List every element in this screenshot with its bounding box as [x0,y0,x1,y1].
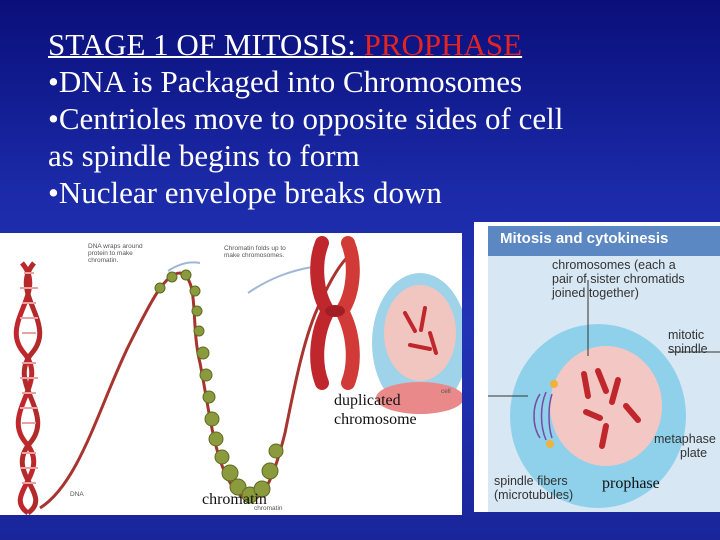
dna-helix-icon [16,263,39,513]
metaphase-plate-label: metaphase plate [654,432,716,460]
prophase-label: prophase [602,475,660,492]
mitotic-spindle-label: mitotic spindle [668,328,708,356]
chromosome-icon [317,243,353,383]
caption-dna-wraps: DNA wraps around protein to make chromatin. [88,243,143,264]
chromatin-figure [0,233,462,515]
duplicated-chromosome-label: duplicated chromosome [334,392,417,428]
label-cell-small: cell [441,388,451,395]
title-prefix: STAGE 1 OF MITOSIS: [48,27,364,62]
bullet-3: •Nuclear envelope breaks down [48,175,442,210]
title-highlight: PROPHASE [363,27,523,62]
chromatin-label: chromatin [202,491,267,508]
mitosis-figure [474,222,720,512]
slide-text [48,26,708,211]
nucleosome-beads [155,270,283,503]
bullet-1: •DNA is Packaged into Chromosomes [48,64,523,99]
chromosomes-label: chromosomes (each a pair of sister chromatids joined together) [552,258,685,300]
figure-header: Mitosis and cytokinesis [488,226,720,256]
spindle-fibers-label: spindle fibers (microtubules) [494,474,574,502]
bullet-2: •Centrioles move to opposite sides of cell [48,101,564,136]
slide-title [48,26,708,63]
label-dna: DNA [70,491,84,498]
dna-to-chromosome-illustration [0,233,462,515]
label-chromatin-small: chromatin [254,505,283,512]
caption-chromatin-folds: Chromatin folds up to make chromosomes. [224,245,286,259]
bullet-2-continued: as spindle begins to form [48,138,360,173]
